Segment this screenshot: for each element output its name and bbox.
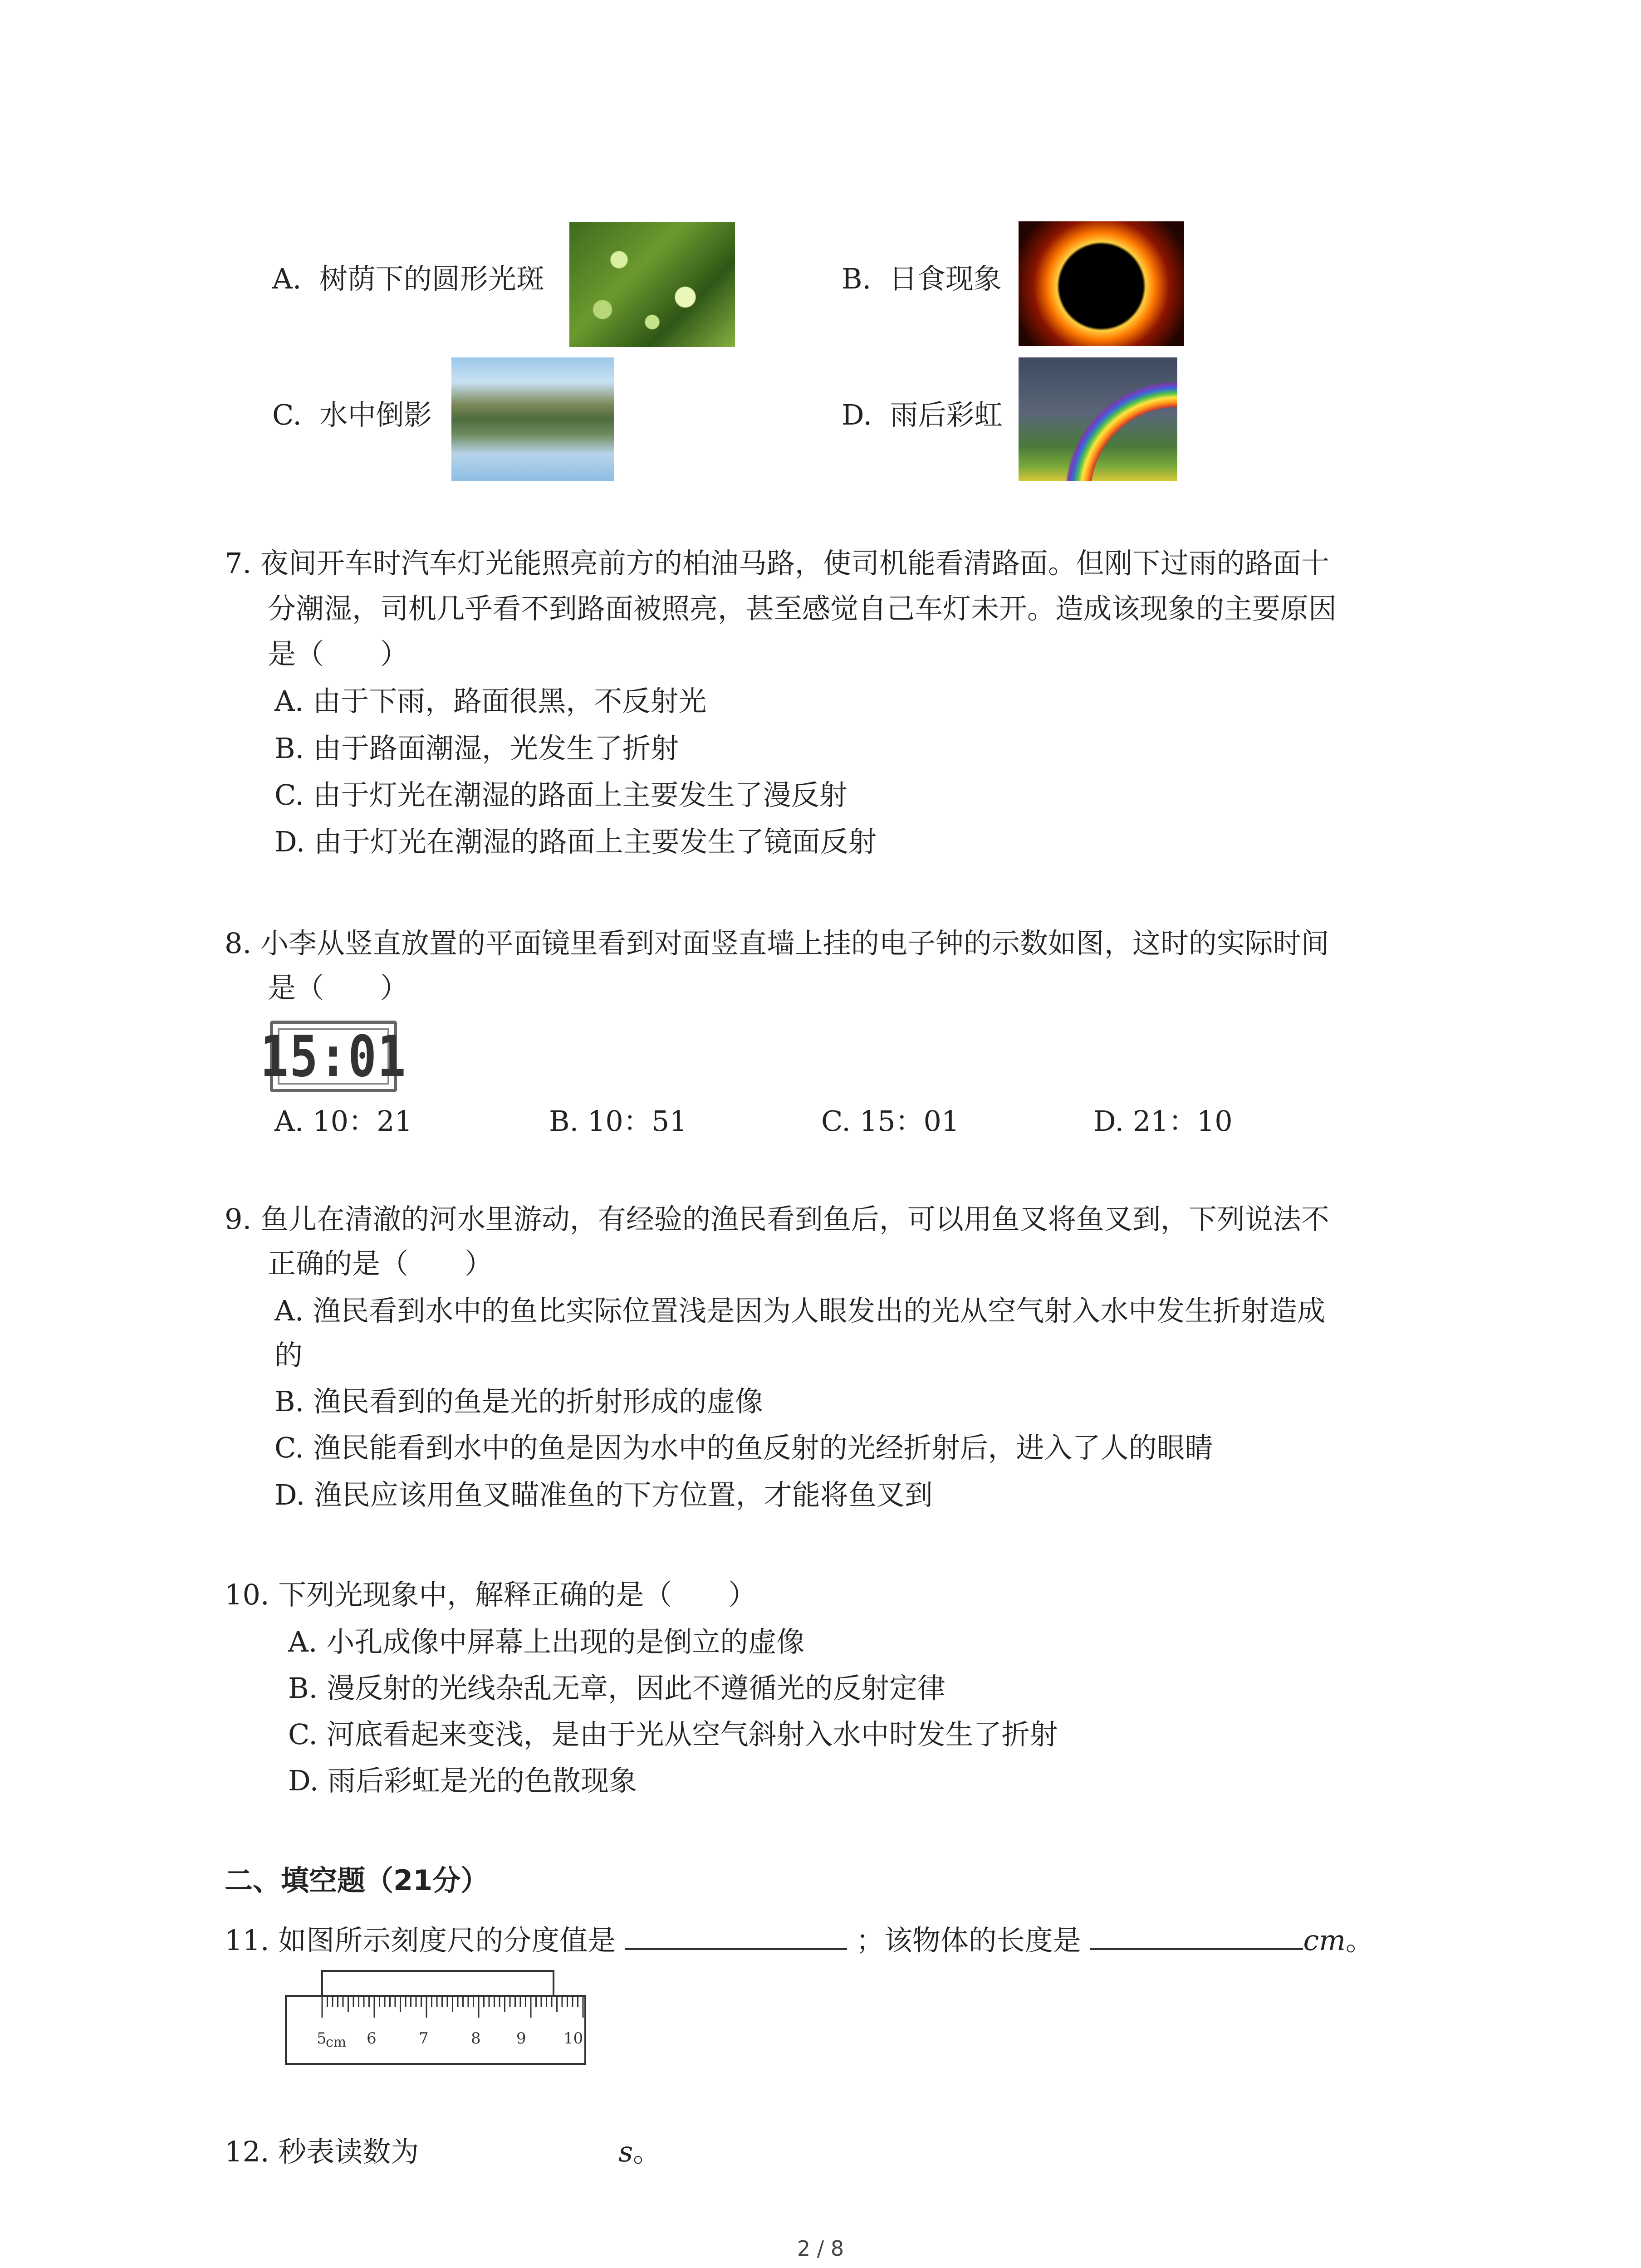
- ruler-label-9: 9: [516, 2029, 526, 2048]
- q8-option-a: A. 10：21: [274, 1105, 412, 1138]
- option-text: 雨后彩虹: [890, 398, 1003, 431]
- q10-option-c: C. 河底看起来变浅，是由于光从空气斜射入水中时发生了折射: [288, 1718, 1058, 1751]
- q12-text: 12. 秒表读数为: [225, 2135, 419, 2168]
- q8-option-c: C. 15：01: [821, 1105, 960, 1138]
- ruler-label-8: 8: [471, 2029, 481, 2048]
- option-letter: B.: [842, 262, 872, 295]
- q7-option-b: B. 由于路面潮湿，光发生了折射: [274, 732, 679, 765]
- option-text: 水中倒影: [319, 398, 432, 431]
- answer-blank-1[interactable]: [625, 1930, 847, 1950]
- q8-stem-line-1: 8. 小李从竖直放置的平面镜里看到对面竖直墙上挂的电子钟的示数如图，这时的实际时间: [225, 927, 1329, 960]
- q8-option-b: B. 10：51: [549, 1105, 687, 1138]
- ruler-label-6: 6: [367, 2029, 377, 2048]
- ruler-figure: [281, 1964, 590, 2068]
- option-letter: D.: [842, 398, 872, 431]
- q7-option-c: C. 由于灯光在潮湿的路面上主要发生了漫反射: [274, 778, 847, 811]
- q11-end: 。: [1346, 1924, 1374, 1957]
- q7-stem-line-1: 7. 夜间开车时汽车灯光能照亮前方的柏油马路，使司机能看清路面。但刚下过雨的路面十: [225, 547, 1329, 580]
- solar-eclipse-image: [1019, 221, 1184, 346]
- q7-stem-line-2: 分潮湿，司机几乎看不到路面被照亮，甚至感觉自己车灯未开。造成该现象的主要原因: [268, 592, 1337, 625]
- water-reflection-image: [451, 357, 614, 481]
- q9-stem-line-2: 正确的是（ ）: [268, 1247, 493, 1280]
- q9-option-d: D. 渔民应该用鱼叉瞄准鱼的下方位置，才能将鱼叉到: [274, 1478, 933, 1511]
- q10-option-a: A. 小孔成像中屏幕上出现的是倒立的虚像: [288, 1625, 805, 1658]
- q6-option-b: [842, 256, 1002, 302]
- option-letter: A.: [272, 262, 302, 295]
- q9-option-a-cont: 的: [274, 1339, 303, 1372]
- q9-option-a: A. 渔民看到水中的鱼比实际位置浅是因为人眼发出的光从空气射入水中发生折射造成: [274, 1294, 1326, 1327]
- tree-shade-light-spots-image: [569, 222, 735, 347]
- q10-option-b: B. 漫反射的光线杂乱无章，因此不遵循光的反射定律: [288, 1672, 945, 1705]
- q9-option-c: C. 渔民能看到水中的鱼是因为水中的鱼反射的光经折射后，进入了人的眼睛: [274, 1431, 1213, 1464]
- digital-clock: [260, 1021, 407, 1092]
- clock-display: 15:01: [260, 1023, 407, 1090]
- ruler-label-7: 7: [419, 2029, 429, 2048]
- ruler-label-10: 10: [563, 2029, 583, 2048]
- q8-option-d: D. 21：10: [1093, 1105, 1233, 1138]
- q12-unit: s: [618, 2135, 633, 2168]
- q9-stem-line-1: 9. 鱼儿在清澈的河水里游动，有经验的渔民看到鱼后，可以用鱼叉将鱼叉到，下列说法不: [225, 1202, 1329, 1236]
- option-letter: C.: [272, 398, 302, 431]
- q10-stem: 10. 下列光现象中，解释正确的是（ ）: [225, 1578, 757, 1611]
- q11-text-1: 11. 如图所示刻度尺的分度值是: [225, 1924, 616, 1957]
- option-text: 日食现象: [889, 262, 1002, 295]
- q12-line: [225, 2129, 661, 2175]
- q6-option-c: [272, 392, 432, 438]
- rainbow-image: [1019, 357, 1177, 481]
- q11-unit: cm: [1303, 1924, 1346, 1957]
- ruler-unit-label: cm: [326, 2034, 347, 2050]
- q7-option-a: A. 由于下雨，路面很黑，不反射光: [274, 684, 707, 718]
- page-number: 2 / 8: [797, 2236, 844, 2261]
- ruler-body: [286, 1996, 585, 2064]
- q12-end: 。: [633, 2135, 661, 2168]
- measured-object: [322, 1971, 554, 1996]
- section-title: 二、填空题（21分）: [225, 1864, 489, 1897]
- q11-text-2: ；该物体的长度是: [856, 1924, 1081, 1957]
- q10-option-d: D. 雨后彩虹是光的色散现象: [288, 1764, 637, 1797]
- q6-option-a: [272, 256, 544, 302]
- option-text: 树荫下的圆形光斑: [319, 262, 544, 295]
- q6-option-d: [842, 392, 1003, 438]
- ruler-label-5: 5: [317, 2029, 327, 2048]
- q9-option-b: B. 渔民看到的鱼是光的折射形成的虚像: [274, 1385, 763, 1418]
- q7-stem-line-3: 是（ ）: [268, 637, 409, 670]
- q11-line: [225, 1918, 1374, 1963]
- q7-option-d: D. 由于灯光在潮湿的路面上主要发生了镜面反射: [274, 825, 877, 858]
- q8-stem-line-2: 是（ ）: [268, 971, 409, 1004]
- answer-blank-2[interactable]: [1090, 1930, 1303, 1950]
